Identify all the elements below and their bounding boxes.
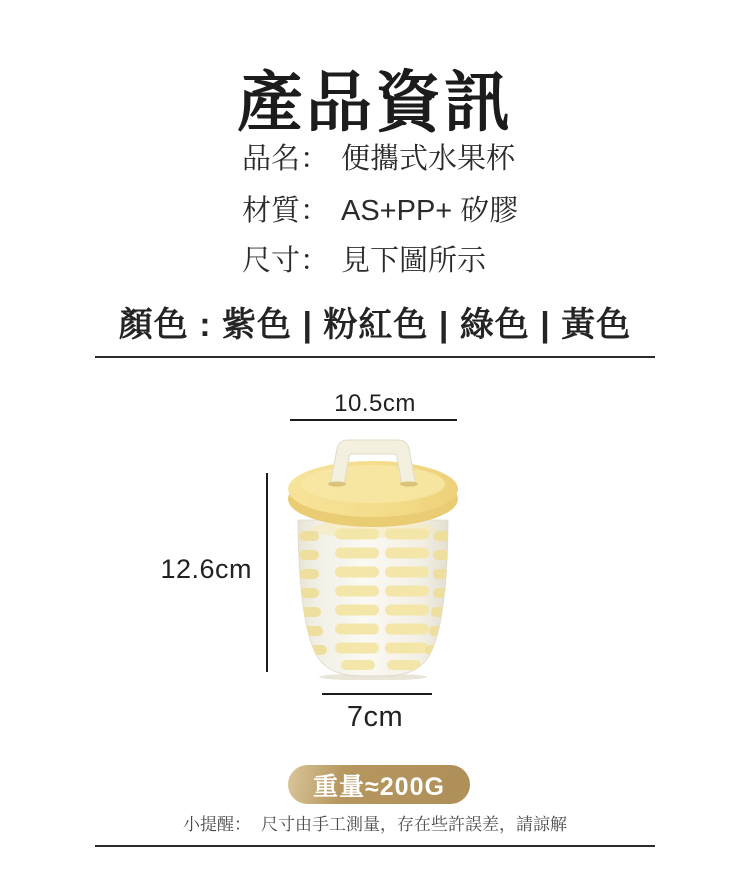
spec-label-name: 品名： [241, 143, 329, 175]
spec-value-name: 便攜式水果杯 [341, 143, 516, 175]
weight-badge: 重量≈200G [288, 765, 470, 804]
reminder-text: 尺寸由手工測量，存在些許誤差，請諒解 [261, 815, 567, 834]
dimension-line-left [266, 473, 268, 672]
dimension-line-top [290, 419, 457, 421]
product-illustration-fruit-cup [283, 428, 469, 680]
spec-value-material: AS+PP+ 矽膠 [341, 195, 519, 227]
lid [288, 461, 458, 527]
dimension-line-bottom [322, 693, 432, 695]
reminder-label: 小提醒： [183, 815, 251, 834]
divider-top [95, 356, 655, 358]
spec-value-size: 見下圖所示 [341, 245, 487, 277]
divider-bottom [95, 845, 655, 847]
spec-label-size: 尺寸： [241, 245, 329, 277]
reminder-note [0, 813, 750, 837]
dimension-height: 12.6cm [160, 554, 252, 584]
dimension-bottom-width: 7cm [346, 701, 404, 733]
spec-row-size [0, 244, 750, 278]
spec-label-material: 材質： [241, 195, 329, 227]
color-options-line: 顏色 : 紫色 | 粉紅色 | 綠色 | 黃色 [118, 306, 632, 344]
page-title: 產品資訊 [237, 65, 513, 140]
spec-row-name [0, 142, 750, 176]
dimension-top-width: 10.5cm [334, 390, 416, 417]
spec-row-material [0, 194, 750, 228]
